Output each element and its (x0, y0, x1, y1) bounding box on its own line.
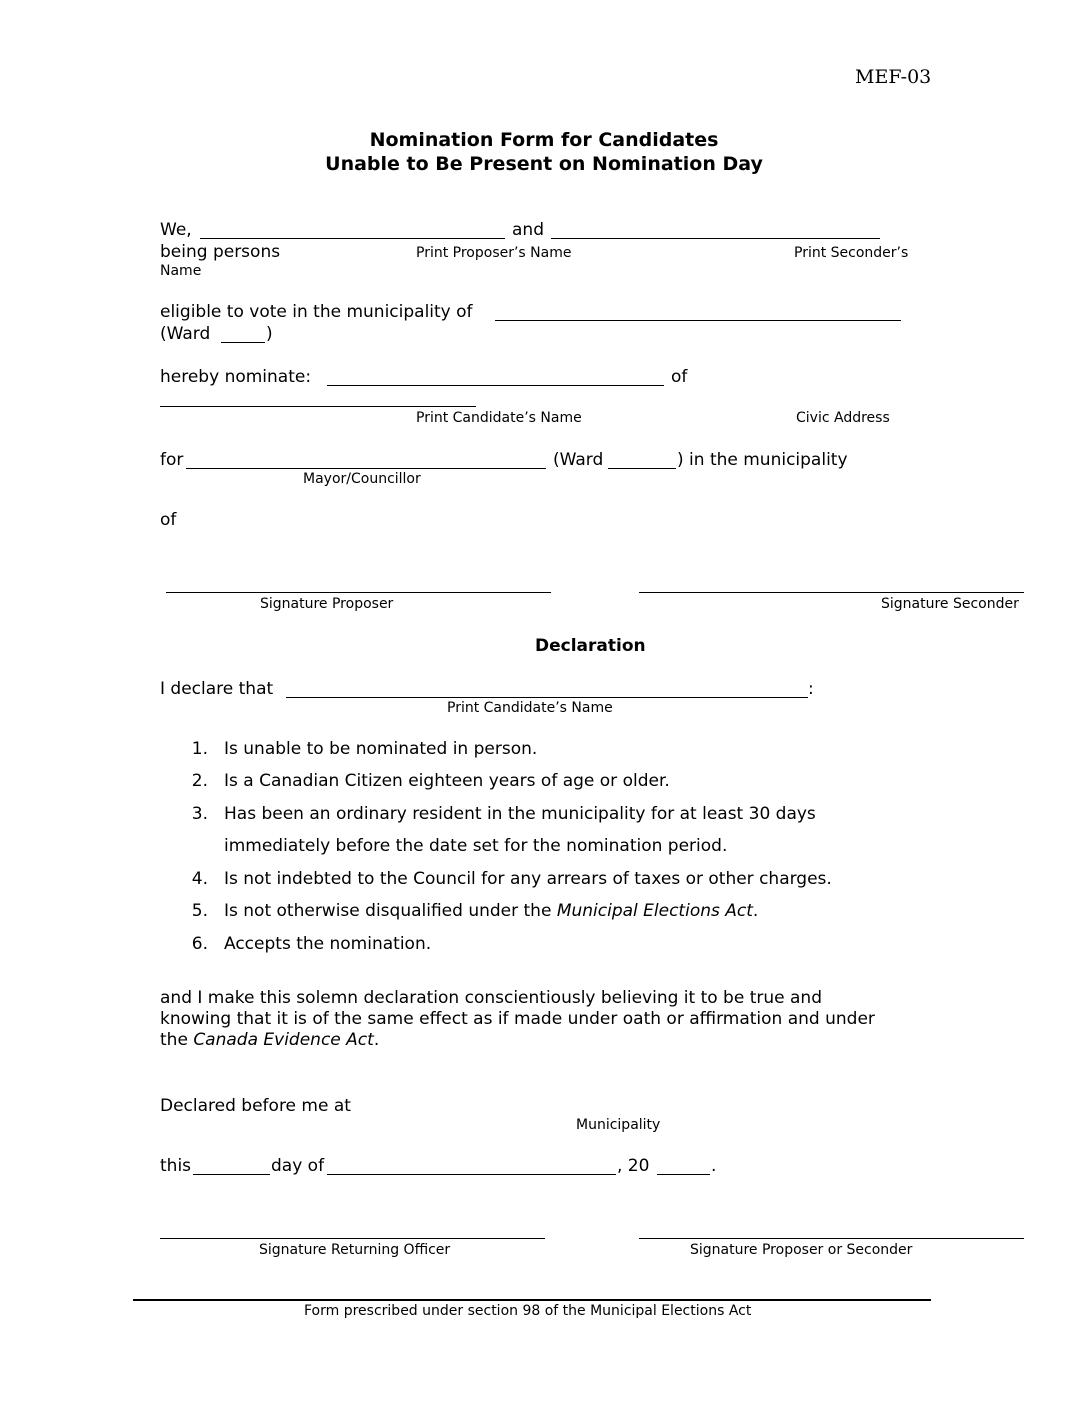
solemn-text-line3 (160, 1030, 379, 1050)
day-field[interactable] (193, 1174, 270, 1175)
list-item-number: 6. (191, 934, 208, 954)
seconder-name-field[interactable] (551, 238, 880, 239)
list-item-number: 3. (191, 804, 208, 824)
candidate-name-caption: Print Candidate’s Name (416, 410, 582, 426)
and-label: and (512, 220, 544, 240)
solemn-text-prefix: the (160, 1030, 194, 1050)
of-label: of (671, 367, 688, 387)
act-name: Canada Evidence Act (193, 1030, 374, 1050)
list-item-continuation: immediately before the date set for the nomination period. (224, 836, 728, 856)
seconder-name-caption-cont: Name (160, 263, 202, 279)
being-persons-label: being persons (160, 242, 281, 262)
hereby-nominate-label: hereby nominate: (160, 367, 312, 387)
seconder-signature-line[interactable] (639, 592, 1024, 593)
solemn-text-line1: and I make this solemn declaration conscientiously believing it to be true and (160, 988, 822, 1008)
period: . (711, 1156, 717, 1176)
ward-field-2[interactable] (608, 468, 676, 469)
list-item-number: 1. (191, 739, 208, 759)
civic-address-caption: Civic Address (796, 410, 890, 426)
list-item-number: 5. (191, 901, 208, 921)
list-item-number: 2. (191, 771, 208, 791)
solemn-text-line2: knowing that it is of the same effect as if made under oath or affirmation and under (160, 1009, 875, 1029)
month-field[interactable] (327, 1174, 616, 1175)
office-field[interactable] (186, 468, 546, 469)
year-prefix-label: , 20 (617, 1156, 650, 1176)
list-item-end: . (752, 901, 759, 921)
proposer-signature-line[interactable] (166, 592, 551, 593)
list-item: Is unable to be nominated in person. (224, 739, 538, 759)
candidate-name-field[interactable] (327, 385, 664, 386)
i-declare-label: I declare that (160, 679, 274, 699)
ward-field[interactable] (221, 342, 265, 343)
seconder-signature-caption: Signature Seconder (881, 596, 1019, 612)
ward-open-label-2: (Ward (553, 450, 604, 470)
solemn-text-end: . (373, 1030, 380, 1050)
proposer-name-field[interactable] (200, 238, 505, 239)
proposer-seconder-caption: Signature Proposer or Seconder (690, 1242, 913, 1258)
colon: : (808, 679, 814, 699)
declaration-heading: Declaration (535, 636, 646, 656)
returning-officer-caption: Signature Returning Officer (259, 1242, 451, 1258)
eligible-label: eligible to vote in the municipality of (160, 302, 473, 322)
form-title-line1: Nomination Form for Candidates (369, 129, 719, 151)
returning-officer-signature-line[interactable] (160, 1238, 545, 1239)
in-municipality-label: ) in the municipality (677, 450, 848, 470)
declarant-name-caption: Print Candidate’s Name (447, 700, 613, 716)
for-label: for (160, 450, 184, 470)
this-label: this (160, 1156, 192, 1176)
declared-before-label: Declared before me at (160, 1096, 351, 1116)
year-field[interactable] (657, 1174, 710, 1175)
declarant-name-field[interactable] (286, 697, 808, 698)
ward-open-label: (Ward (160, 324, 211, 344)
footer-text: Form prescribed under section 98 of the Municipal Elections Act (304, 1303, 752, 1319)
municipality-field[interactable] (495, 320, 901, 321)
municipality-caption: Municipality (576, 1117, 661, 1133)
list-item: Accepts the nomination. (224, 934, 432, 954)
office-caption: Mayor/Councillor (303, 471, 421, 487)
list-item: Has been an ordinary resident in the municipality for at least 30 days (224, 804, 816, 824)
ward-close-label: ) (266, 324, 273, 344)
footer-divider (133, 1299, 931, 1301)
list-item: Is a Canadian Citizen eighteen years of age or older. (224, 771, 670, 791)
list-item (224, 901, 758, 921)
day-of-label: day of (271, 1156, 325, 1176)
list-item-text: Is not otherwise disqualified under the (224, 901, 557, 921)
list-item-number: 4. (191, 869, 208, 889)
seconder-name-caption: Print Seconder’s (794, 245, 909, 261)
form-title-line2: Unable to Be Present on Nomination Day (325, 153, 763, 175)
civic-address-field[interactable] (160, 406, 476, 407)
proposer-signature-caption: Signature Proposer (260, 596, 394, 612)
proposer-seconder-signature-line[interactable] (639, 1238, 1024, 1239)
proposer-name-caption: Print Proposer’s Name (416, 245, 572, 261)
list-item: Is not indebted to the Council for any arrears of taxes or other charges. (224, 869, 832, 889)
act-name: Municipal Elections Act (556, 901, 753, 921)
form-id: MEF-03 (855, 66, 932, 88)
of-label-2: of (160, 510, 177, 530)
we-label: We, (160, 220, 192, 240)
